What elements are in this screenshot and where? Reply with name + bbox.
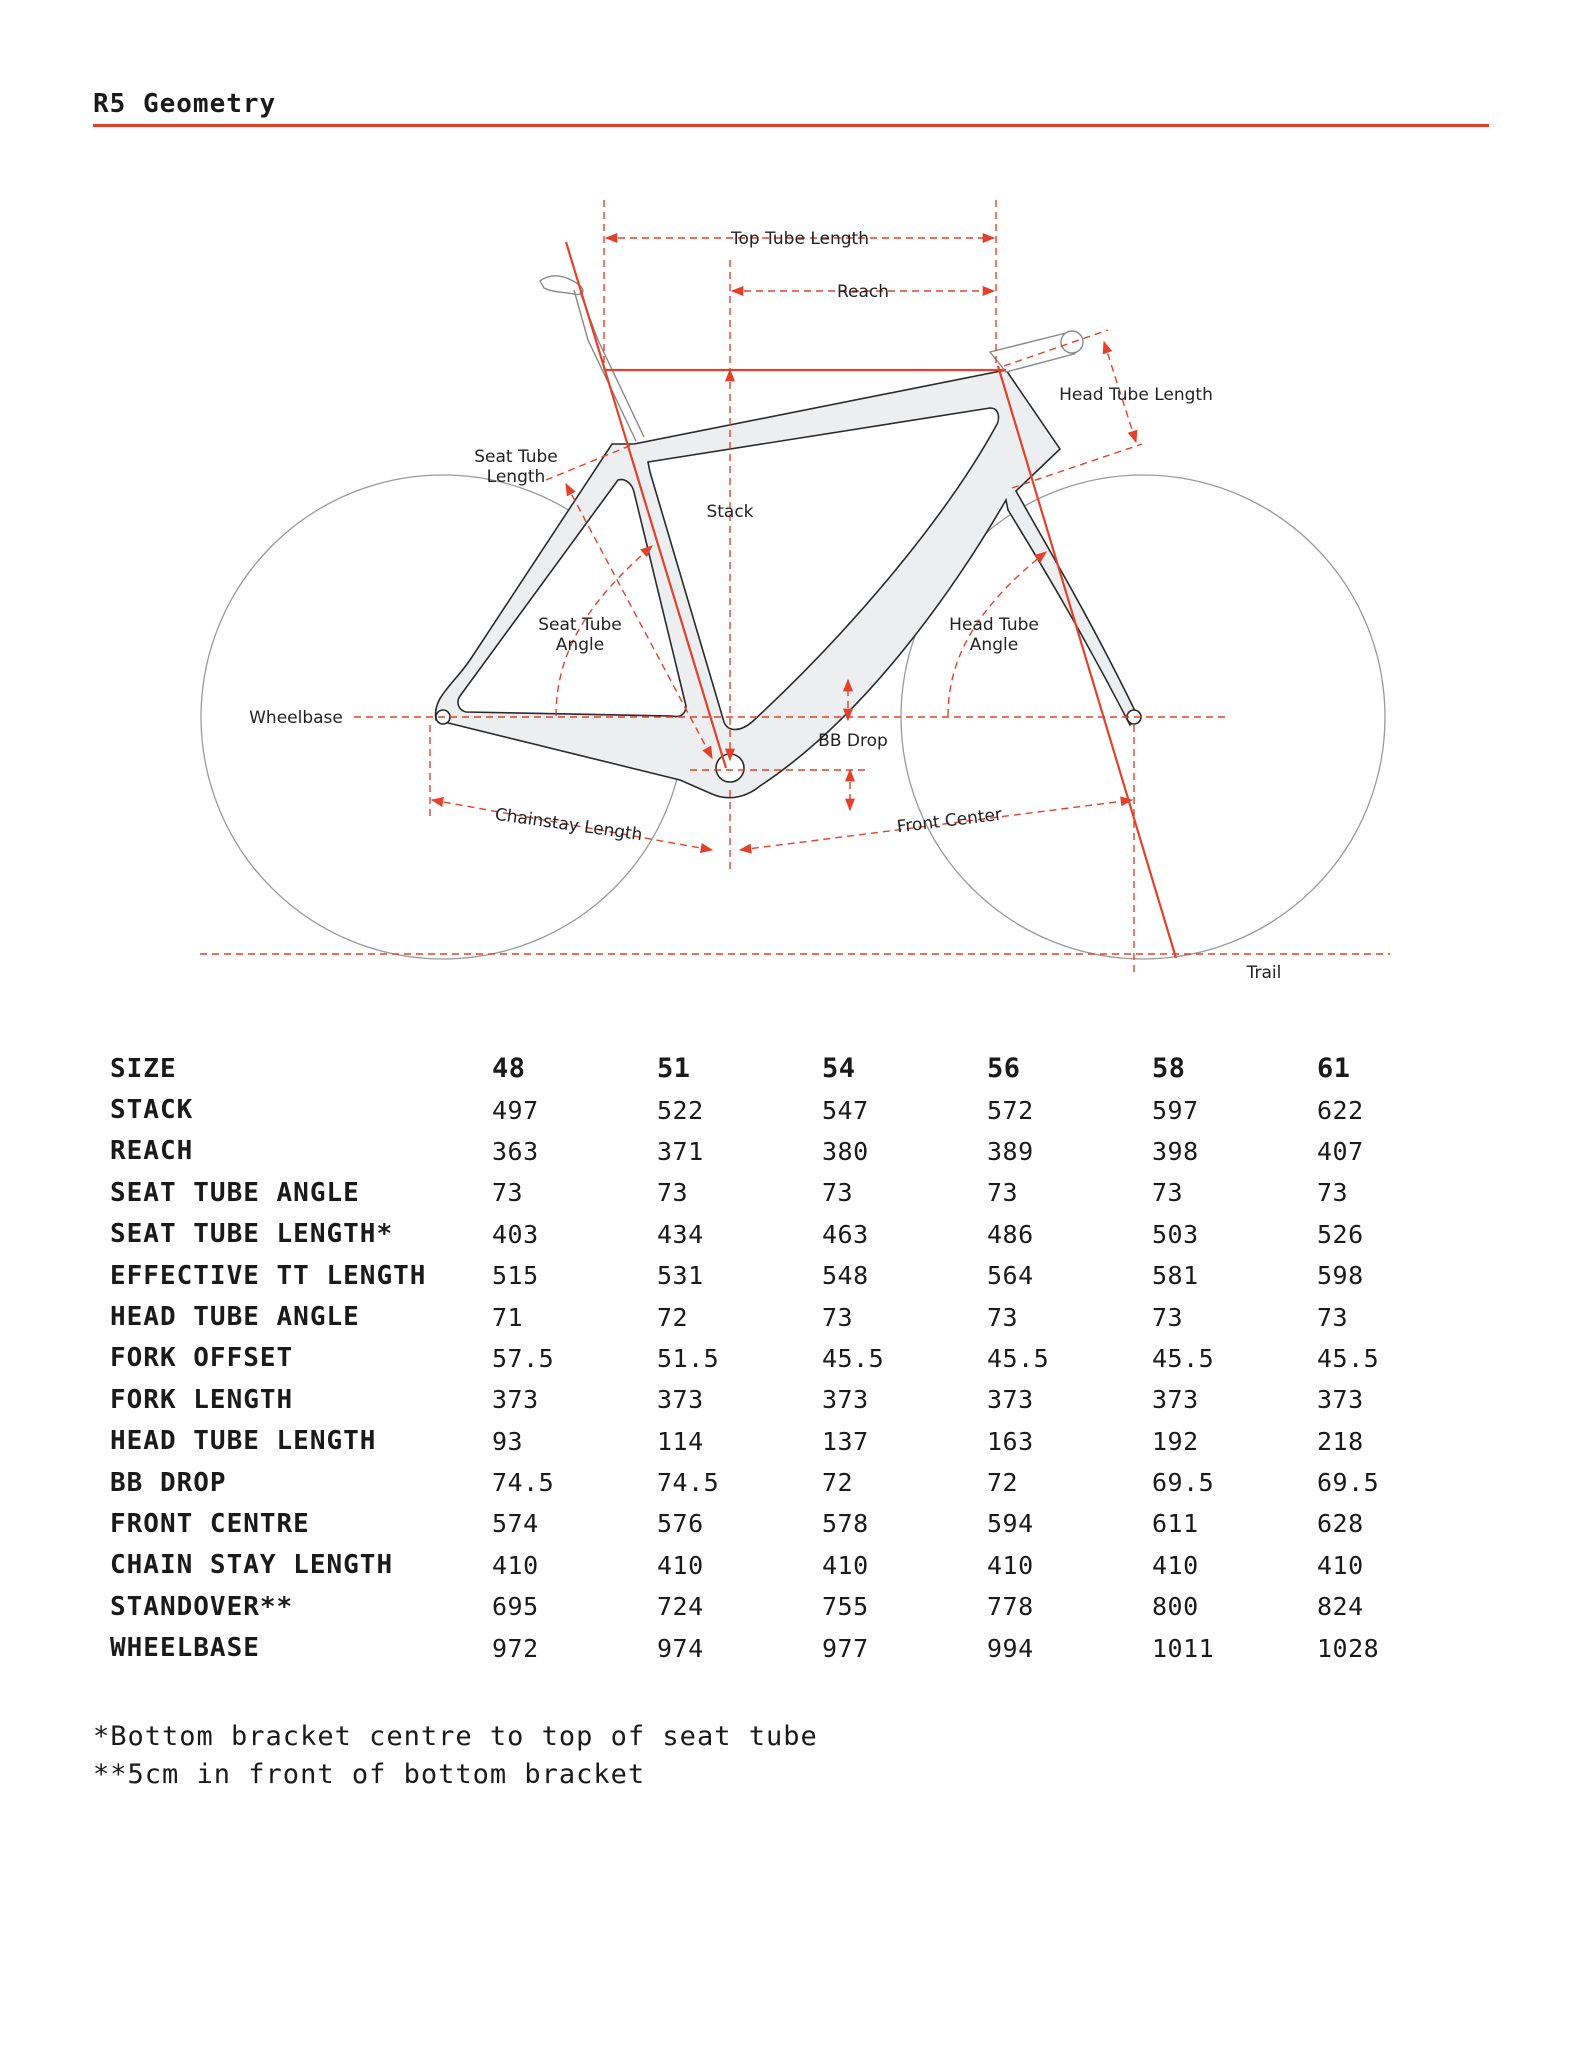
steerer-line [998, 366, 1176, 958]
size-header-cell: 54 [822, 1053, 856, 1085]
table-cell: 410 [1317, 1550, 1364, 1580]
table-cell: 574 [492, 1509, 539, 1539]
table-cell: 410 [492, 1550, 539, 1580]
table-cell: 972 [492, 1633, 539, 1663]
row-label: STACK [110, 1095, 194, 1126]
table-row [110, 1627, 1482, 1668]
table-cell: 45.5 [987, 1343, 1050, 1373]
table-cell: 389 [987, 1136, 1034, 1166]
table-cell: 45.5 [822, 1343, 885, 1373]
label-head-tube-angle-2: Angle [969, 635, 1019, 655]
table-cell: 373 [492, 1385, 539, 1415]
table-row [110, 1131, 1482, 1172]
row-label: FORK LENGTH [110, 1384, 294, 1415]
table-row [110, 1379, 1482, 1420]
table-cell: 73 [987, 1302, 1019, 1332]
table-cell: 45.5 [1317, 1343, 1380, 1373]
table-row [110, 1503, 1482, 1544]
row-label: SIZE [110, 1053, 177, 1084]
table-cell: 497 [492, 1095, 539, 1125]
table-cell: 410 [822, 1550, 869, 1580]
table-cell: 163 [987, 1426, 1034, 1456]
row-label: CHAIN STAY LENGTH [110, 1550, 394, 1581]
table-row [110, 1421, 1482, 1462]
geometry-diagram [0, 180, 1583, 980]
table-cell: 611 [1152, 1509, 1199, 1539]
table-cell: 51.5 [657, 1343, 720, 1373]
table-cell: 398 [1152, 1136, 1199, 1166]
table-cell: 371 [657, 1136, 704, 1166]
table-row [110, 1172, 1482, 1213]
row-label: WHEELBASE [110, 1633, 260, 1664]
table-cell: 373 [1317, 1385, 1364, 1415]
table-cell: 45.5 [1152, 1343, 1215, 1373]
table-cell: 410 [1152, 1550, 1199, 1580]
table-cell: 531 [657, 1261, 704, 1291]
row-label: BB DROP [110, 1467, 227, 1498]
table-cell: 57.5 [492, 1343, 555, 1373]
table-cell: 373 [657, 1385, 704, 1415]
table-header-row [110, 1048, 1482, 1089]
table-cell: 373 [822, 1385, 869, 1415]
seatpost [574, 290, 644, 441]
table-row [110, 1255, 1482, 1296]
table-row [110, 1296, 1482, 1337]
table-cell: 72 [657, 1302, 689, 1332]
label-chainstay-length: Chainstay Length [493, 804, 644, 846]
table-cell: 598 [1317, 1261, 1364, 1291]
row-label: SEAT TUBE LENGTH* [110, 1219, 394, 1250]
footnotes [93, 1718, 818, 1794]
table-cell: 69.5 [1152, 1468, 1215, 1498]
table-cell: 1028 [1317, 1633, 1380, 1663]
table-cell: 73 [657, 1178, 689, 1208]
table-cell: 622 [1317, 1095, 1364, 1125]
table-cell: 597 [1152, 1095, 1199, 1125]
table-cell: 522 [657, 1095, 704, 1125]
table-cell: 724 [657, 1592, 704, 1622]
table-cell: 73 [822, 1178, 854, 1208]
table-cell: 974 [657, 1633, 704, 1663]
header-divider [93, 124, 1489, 127]
table-cell: 407 [1317, 1136, 1364, 1166]
table-cell: 578 [822, 1509, 869, 1539]
label-seat-tube-length-1: Seat Tube [474, 447, 558, 467]
table-cell: 218 [1317, 1426, 1364, 1456]
table-cell: 74.5 [492, 1468, 555, 1498]
table-cell: 576 [657, 1509, 704, 1539]
label-seat-tube-length-2: Length [486, 467, 546, 487]
table-cell: 380 [822, 1136, 869, 1166]
table-cell: 137 [822, 1426, 869, 1456]
label-seat-tube-angle-2: Angle [555, 635, 605, 655]
table-cell: 73 [987, 1178, 1019, 1208]
size-header-cell: 61 [1317, 1053, 1351, 1085]
page-title: R5 Geometry [93, 89, 277, 119]
label-wheelbase: Wheelbase [249, 708, 343, 728]
table-cell: 192 [1152, 1426, 1199, 1456]
label-reach: Reach [836, 282, 890, 302]
table-cell: 800 [1152, 1592, 1199, 1622]
table-cell: 73 [1152, 1302, 1184, 1332]
table-cell: 363 [492, 1136, 539, 1166]
table-cell: 824 [1317, 1592, 1364, 1622]
table-cell: 73 [1152, 1178, 1184, 1208]
table-cell: 594 [987, 1509, 1034, 1539]
row-label: STANDOVER** [110, 1591, 294, 1622]
label-head-tube-length: Head Tube Length [1059, 385, 1213, 405]
row-label: REACH [110, 1136, 194, 1167]
label-head-tube-angle-1: Head Tube [949, 615, 1039, 635]
table-cell: 547 [822, 1095, 869, 1125]
table-cell: 73 [1317, 1302, 1349, 1332]
table-cell: 73 [492, 1178, 524, 1208]
table-row [110, 1586, 1482, 1627]
geometry-table [110, 1048, 1482, 1669]
table-cell: 73 [822, 1302, 854, 1332]
label-stack: Stack [706, 502, 754, 522]
table-cell: 74.5 [657, 1468, 720, 1498]
table-cell: 628 [1317, 1509, 1364, 1539]
table-cell: 548 [822, 1261, 869, 1291]
table-row [110, 1214, 1482, 1255]
table-row [110, 1089, 1482, 1130]
size-header-cell: 56 [987, 1053, 1021, 1085]
table-cell: 994 [987, 1633, 1034, 1663]
footnote-seat-tube: *Bottom bracket centre to top of seat tube [93, 1721, 818, 1752]
label-trail: Trail [1246, 963, 1282, 980]
size-header-cell: 58 [1152, 1053, 1186, 1085]
table-cell: 72 [822, 1468, 854, 1498]
table-cell: 486 [987, 1219, 1034, 1249]
row-label: EFFECTIVE TT LENGTH [110, 1260, 427, 1291]
table-cell: 72 [987, 1468, 1019, 1498]
table-cell: 373 [1152, 1385, 1199, 1415]
table-cell: 526 [1317, 1219, 1364, 1249]
table-cell: 755 [822, 1592, 869, 1622]
table-row [110, 1545, 1482, 1586]
table-cell: 434 [657, 1219, 704, 1249]
table-cell: 564 [987, 1261, 1034, 1291]
page-header [93, 84, 1489, 127]
row-label: HEAD TUBE LENGTH [110, 1426, 377, 1457]
table-cell: 581 [1152, 1261, 1199, 1291]
table-cell: 410 [657, 1550, 704, 1580]
table-cell: 114 [657, 1426, 704, 1456]
label-bb-drop: BB Drop [818, 731, 888, 751]
table-cell: 403 [492, 1219, 539, 1249]
table-cell: 977 [822, 1633, 869, 1663]
label-front-center: Front Center [895, 804, 1004, 838]
table-row [110, 1462, 1482, 1503]
row-label: HEAD TUBE ANGLE [110, 1302, 360, 1333]
label-seat-tube-angle-1: Seat Tube [538, 615, 622, 635]
table-cell: 572 [987, 1095, 1034, 1125]
table-cell: 373 [987, 1385, 1034, 1415]
table-cell: 71 [492, 1302, 524, 1332]
table-cell: 778 [987, 1592, 1034, 1622]
table-cell: 515 [492, 1261, 539, 1291]
row-label: FORK OFFSET [110, 1343, 294, 1374]
table-cell: 93 [492, 1426, 524, 1456]
row-label: FRONT CENTRE [110, 1508, 310, 1539]
row-label: SEAT TUBE ANGLE [110, 1177, 360, 1208]
table-cell: 463 [822, 1219, 869, 1249]
table-cell: 1011 [1152, 1633, 1215, 1663]
table-cell: 503 [1152, 1219, 1199, 1249]
table-cell: 695 [492, 1592, 539, 1622]
size-header-cell: 48 [492, 1053, 526, 1085]
table-row [110, 1338, 1482, 1379]
size-header-cell: 51 [657, 1053, 691, 1085]
table-cell: 73 [1317, 1178, 1349, 1208]
table-cell: 69.5 [1317, 1468, 1380, 1498]
table-cell: 410 [987, 1550, 1034, 1580]
footnote-standover: **5cm in front of bottom bracket [93, 1759, 646, 1790]
label-top-tube-length: Top Tube Length [731, 229, 869, 249]
